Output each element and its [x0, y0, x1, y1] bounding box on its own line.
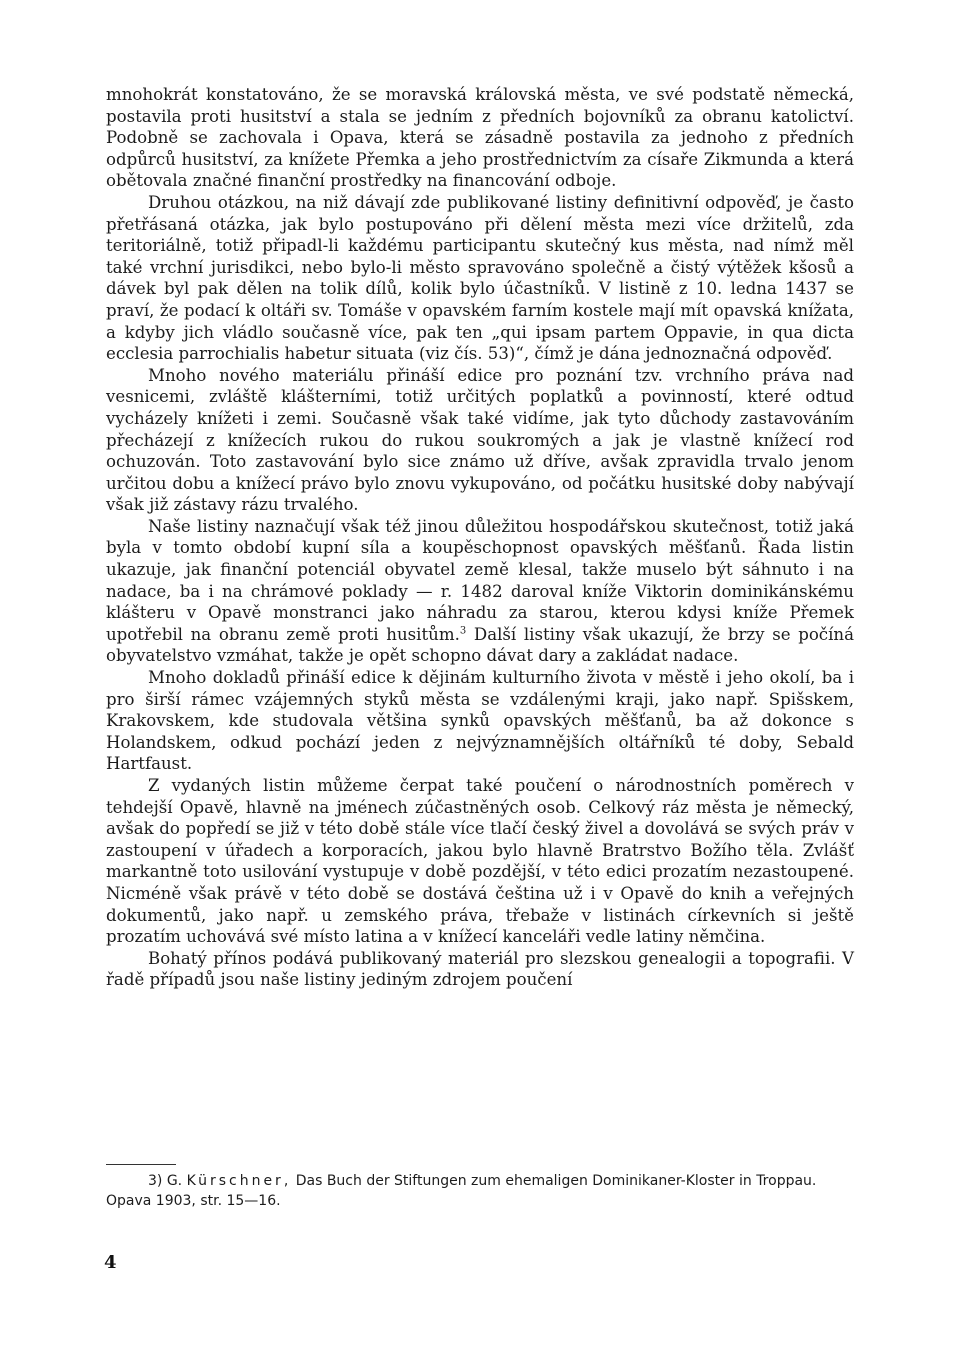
paragraph: Z vydaných listin můžeme čerpat také poučení o národnostních poměrech v tehdejší Opavě, hlavně na jménech zúčastněných osob. Celkový ráz města je německý, avšak do popředí se již v této době stále více tlačí český živel a dovolává se svých práv v zastoupení v úřadech a korporacích, jakou bylo hlavně Bratrstvo Božího těla. Zvlášť markantně toto usilování vystupuje v době pozdější, v této edici prozatím nezastoupené. Nicméně však právě v této době se dostává čeština už i v Opavě do knih a veřejných dokumentů, jako např. u zemského práva, třebaže v listinách církevních si ještě prozatím uchovává své místo latina a v knížecí kanceláři vedle latiny němčina. — [106, 776, 854, 947]
footnotes — [106, 1164, 854, 1211]
footnote-text: Das Buch der Stiftungen zum ehemaligen Dominikaner-Kloster in Troppau. Opava 1903, str. 15—16. — [106, 1173, 817, 1209]
page-body — [106, 84, 854, 991]
footnote-divider — [106, 1164, 176, 1165]
paragraph: Mnoho dokladů přináší edice k dějinám kulturního života v městě i jeho okolí, ba i pro širší rámec vzájemných styků města se vzdálenými kraji, jako např. Spišskem, Krakovskem, kde studovala většina synků opavských měšťanů, ba až dokonce s Holandskem, odkud pochází jeden z nejvýznamnějších oltářníků té doby, Sebald Hartfaust. — [106, 668, 854, 774]
paragraph: mnohokrát konstatováno, že se moravská královská města, ve své podstatě německá, postavila proti husitství a stala se jedním z předních bojovníků za obranu katolictví. Podobně se zachovala i Opava, která se zásadně postavila za jednoho z předních odpůrců husitství, za knížete Přemka a jeho prostřednictvím za císaře Zikmunda a která obětovala značné finanční prostředky na financování odboje. — [106, 85, 854, 191]
paragraph-with-footnote — [106, 516, 854, 667]
paragraph-text: Naše listiny naznačují však též jinou důležitou hospodářskou skutečnost, totiž jaká byla v tomto období kupní síla a koupěschopnost opavských měšťanů. Řada listin ukazuje, jak finanční potenciál obyvatel země klesal, takže muselo být sáhnuto i na nadace, ba i na chrámové poklady — r. 1482 daroval kníže Viktorin dominikánskému klášteru v Opavě monstranci jako náhradu za starou, kterou kdysi kníže Přemek upotřebil na obranu země proti husitům. — [106, 516, 854, 644]
footnote-author-surname: Kürschner, — [186, 1173, 292, 1189]
footnote-reference[interactable]: 3 — [459, 625, 467, 637]
page-number: 4 — [104, 1252, 117, 1273]
paragraph-text-continued: Další listiny však ukazují, že brzy se počíná obyvatelstvo vzmáhat, takže je opět schopno dávat dary a zakládat nadace. — [106, 624, 854, 666]
footnote — [106, 1171, 854, 1211]
paragraph: Mnoho nového materiálu přináší edice pro poznání tzv. vrchního práva nad vesnicemi, zvláště klášterními, totiž určitých poplatků a povinností, které odtud vycházely knížeti i zemi. Současně však také vidíme, jak tyto důchody zastavováním přecházejí z knížecích rukou do rukou soukromých a jak je vlastně knížecí rod ochuzován. Toto zastavování bylo sice známo už dříve, avšak zpravidla trvalo jenom určitou dobu a knížecí právo bylo znovu vykupováno, od počátku husitské doby nabývají však již zástavy rázu trvalého. — [106, 365, 854, 515]
paragraph: Bohatý přínos podává publikovaný materiál pro slezskou genealogii a topografii. V řadě případů jsou naše listiny jediným zdrojem poučení — [106, 948, 854, 990]
footnote-author-initial: G. — [166, 1173, 183, 1189]
paragraph: Druhou otázkou, na niž dávají zde publikované listiny definitivní odpověď, je často přetřásaná otázka, jak bylo postupováno při dělení města mezi více držitelů, zda teritoriálně, totiž připadl-li každému participantu skutečný kus města, nad nímž měl také vrchní jurisdikci, nebo bylo-li město spravováno společně a čistý výtěžek kšosů a dávek byl pak dělen na tolik dílů, kolik bylo účastníků. V listině z 10. ledna 1437 se praví, že podací k oltáři sv. Tomáše v opavském farním kostele mají mít opavská knížata, a kdyby jich vládlo současně více, pak ten „qui ipsam partem Oppavie, in qua dicta ecclesia parrochialis habetur situata (viz čís. 53)“, čímž je dána jednoznačná odpověď. — [106, 192, 854, 364]
footnote-marker: 3) — [148, 1173, 163, 1189]
